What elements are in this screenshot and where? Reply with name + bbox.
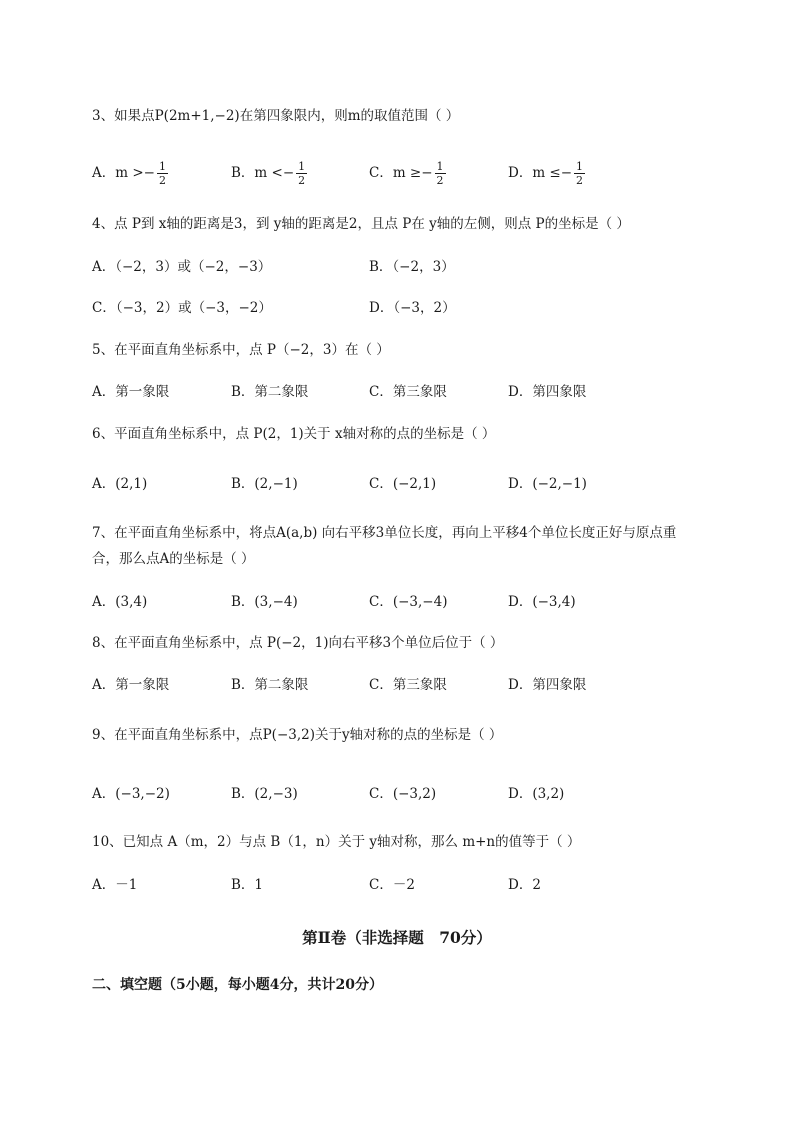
question-7-option-b: B．(3,−4) (231, 594, 298, 610)
question-6-option-a: A．(2,1) (92, 476, 148, 492)
question-4-option-c: C．（−3，2）或（−3，−2） (92, 300, 272, 316)
question-4-option-b: B．（−2，3） (369, 259, 455, 275)
question-6-stem: 6、平面直角坐标系中，点 P(2，1)关于 x轴对称的点的坐标是（ ） (92, 426, 496, 442)
question-10-option-d: D．2 (508, 877, 541, 893)
question-10-option-b: B．1 (231, 877, 264, 893)
fraction-numerator: 1 (576, 160, 584, 173)
option-a-text: A．m >− (92, 165, 155, 181)
option-b-text: B．m <− (231, 165, 295, 181)
question-5-option-b: B．第二象限 (231, 384, 309, 400)
question-8-option-c: C．第三象限 (369, 677, 447, 693)
fraction (435, 160, 446, 187)
question-7-stem-line-1: 7、在平面直角坐标系中，将点A(a,b) 向右平移3单位长度，再向上平移4个单位长度正好与原点重 (92, 525, 677, 541)
question-7-option-d: D．(−3,4) (508, 594, 576, 610)
question-8-option-d: D．第四象限 (508, 677, 587, 693)
question-7-option-c: C．(−3,−4) (369, 594, 448, 610)
question-3-option-b (231, 160, 307, 187)
fraction (296, 160, 307, 187)
option-d-text: D．m ≤− (508, 165, 573, 181)
option-c-text: C．m ≥− (369, 165, 433, 181)
question-10-stem: 10、已知点 A（m，2）与点 B（1，n）关于 y轴对称，那么 m+n的值等于（ ） (92, 834, 581, 850)
fraction-denominator: 2 (576, 174, 584, 187)
question-10-option-a: A．－1 (92, 877, 138, 893)
question-6-option-b: B．(2,−1) (231, 476, 298, 492)
question-5-option-d: D．第四象限 (508, 384, 587, 400)
question-10-option-c: C．－2 (369, 877, 415, 893)
fraction-denominator: 2 (298, 174, 306, 187)
question-8-option-a: A．第一象限 (92, 677, 170, 693)
fraction (157, 160, 168, 187)
question-9-option-b: B．(2,−3) (231, 786, 298, 802)
question-9-option-a: A．(−3,−2) (92, 786, 170, 802)
question-8-option-b: B．第二象限 (231, 677, 309, 693)
question-6-option-c: C．(−2,1) (369, 476, 437, 492)
question-4-option-d: D．（−3，2） (369, 300, 456, 316)
fraction (574, 160, 585, 187)
part-title: 二、填空题（5小题，每小题4分，共计20分） (92, 977, 383, 993)
section-title: 第Ⅱ卷（非选择题 70分） (302, 928, 492, 947)
fraction-denominator: 2 (436, 174, 444, 187)
question-9-option-c: C．(−3,2) (369, 786, 437, 802)
question-4-stem: 4、点 P到 x轴的距离是3，到 y轴的距离是2，且点 P在 y轴的左侧，则点 P的坐标是（ ） (92, 216, 630, 232)
fraction-numerator: 1 (298, 160, 306, 173)
question-9-stem: 9、在平面直角坐标系中，点P(−3,2)关于y轴对称的点的坐标是（ ） (92, 727, 503, 743)
question-3-option-c (369, 160, 446, 187)
question-4-option-a: A．（−2，3）或（−2，−3） (92, 259, 272, 275)
question-5-stem: 5、在平面直角坐标系中，点 P（−2，3）在（ ） (92, 342, 390, 358)
question-8-stem: 8、在平面直角坐标系中，点 P(−2，1)向右平移3个单位后位于（ ） (92, 635, 504, 651)
question-5-option-a: A．第一象限 (92, 384, 170, 400)
question-6-option-d: D．(−2,−1) (508, 476, 587, 492)
question-3-option-a (92, 160, 168, 187)
question-5-option-c: C．第三象限 (369, 384, 447, 400)
fraction-numerator: 1 (158, 160, 166, 173)
fraction-denominator: 2 (158, 174, 166, 187)
question-3-stem: 3、如果点P(2m+1,−2)在第四象限内，则m的取值范围（ ） (92, 108, 460, 124)
fraction-numerator: 1 (436, 160, 444, 173)
question-9-option-d: D．(3,2) (508, 786, 565, 802)
question-7-stem-line-2: 合，那么点A的坐标是（ ） (92, 551, 255, 567)
question-3-option-d (508, 160, 585, 187)
question-7-option-a: A．(3,4) (92, 594, 148, 610)
